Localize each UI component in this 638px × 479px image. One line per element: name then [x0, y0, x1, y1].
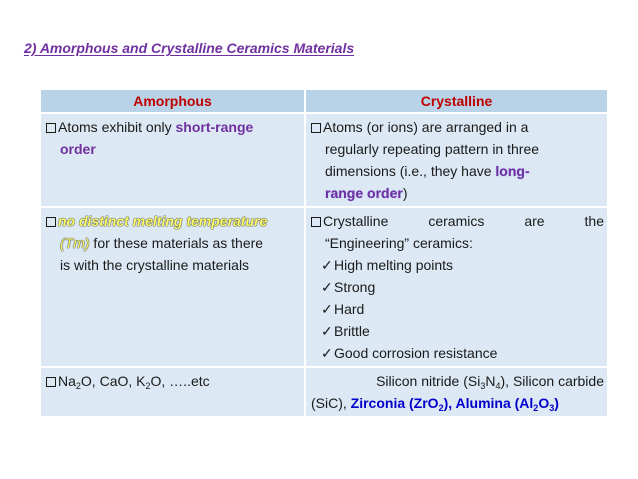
cell-crystalline-order — [305, 113, 607, 207]
text: dimensions (i.e., they have — [325, 163, 496, 179]
text: Crystalline — [323, 213, 389, 229]
checkmark-icon: ✓ — [321, 279, 333, 295]
cell-crystalline-examples — [305, 367, 607, 416]
text: ceramics — [428, 213, 485, 229]
text: “Engineering” ceramics: — [325, 235, 473, 251]
page-heading: 2) Amorphous and Crystalline Ceramics Materials — [24, 40, 355, 56]
text: Atoms (or ions) are arranged in a — [323, 119, 529, 135]
text: the — [584, 213, 604, 229]
text: ) — [402, 185, 408, 201]
text: Zirconia (ZrO — [350, 395, 439, 411]
table-row — [41, 207, 607, 367]
subscript: 2 — [145, 381, 151, 391]
highlight-text: long- — [495, 163, 530, 179]
checkmark-icon: ✓ — [321, 345, 333, 361]
text: is with the crystalline materials — [60, 257, 250, 273]
comparison-table — [41, 90, 607, 416]
subscript: 2 — [75, 381, 81, 391]
text: for these materials as there — [89, 235, 264, 251]
header-crystalline: Crystalline — [305, 90, 607, 113]
text: Silicon nitride (Si — [376, 373, 481, 389]
checkbox-bullet-icon — [46, 217, 56, 227]
text: regularly repeating pattern in three — [325, 141, 540, 157]
highlight-text: short-range — [175, 119, 254, 135]
header-amorphous: Amorphous — [41, 90, 305, 113]
table-row — [41, 367, 607, 416]
cell-amorphous-order — [41, 113, 305, 207]
subscript: 4 — [495, 381, 501, 391]
text: O — [538, 395, 550, 411]
highlight-text: (Tm) — [60, 235, 90, 251]
checkmark-icon: ✓ — [321, 323, 333, 339]
list-item — [311, 320, 604, 342]
text: N — [485, 373, 496, 389]
highlight-text: order — [60, 141, 96, 157]
subscript: 3 — [549, 403, 555, 413]
text: ), Alumina (Al — [443, 395, 534, 411]
checkmark-icon: ✓ — [321, 301, 333, 317]
text: are — [524, 213, 545, 229]
cell-crystalline-engineering — [305, 207, 607, 367]
list-item — [311, 276, 604, 298]
text: ) — [554, 395, 559, 411]
text: Atoms exhibit only — [58, 119, 176, 135]
text: ), Silicon carbide — [500, 373, 604, 389]
list-item — [311, 254, 604, 276]
highlight-text — [351, 395, 559, 411]
text: (SiC), — [311, 395, 351, 411]
checkbox-bullet-icon — [46, 123, 56, 133]
checkbox-bullet-icon — [311, 217, 321, 227]
checkmark-icon: ✓ — [321, 257, 333, 273]
table-row — [41, 113, 607, 207]
header-row — [41, 90, 607, 113]
text: Good corrosion resistance — [334, 345, 498, 361]
cell-amorphous-melting — [41, 207, 305, 367]
list-item — [311, 298, 604, 320]
highlight-text: no distinct melting temperature — [58, 213, 268, 229]
text: Strong — [334, 279, 376, 295]
checkbox-bullet-icon — [46, 377, 56, 387]
subscript: 3 — [480, 381, 486, 391]
text: Hard — [334, 301, 365, 317]
subscript: 2 — [533, 403, 539, 413]
text: Brittle — [334, 323, 370, 339]
text: High melting points — [334, 257, 454, 273]
highlight-text: range order — [325, 185, 403, 201]
cell-amorphous-examples — [41, 367, 305, 416]
list-item — [311, 342, 604, 364]
text: O, CaO, K — [80, 373, 146, 389]
text: Na — [58, 373, 76, 389]
checkbox-bullet-icon — [311, 123, 321, 133]
text: O, …..etc — [150, 373, 210, 389]
subscript: 2 — [438, 403, 444, 413]
